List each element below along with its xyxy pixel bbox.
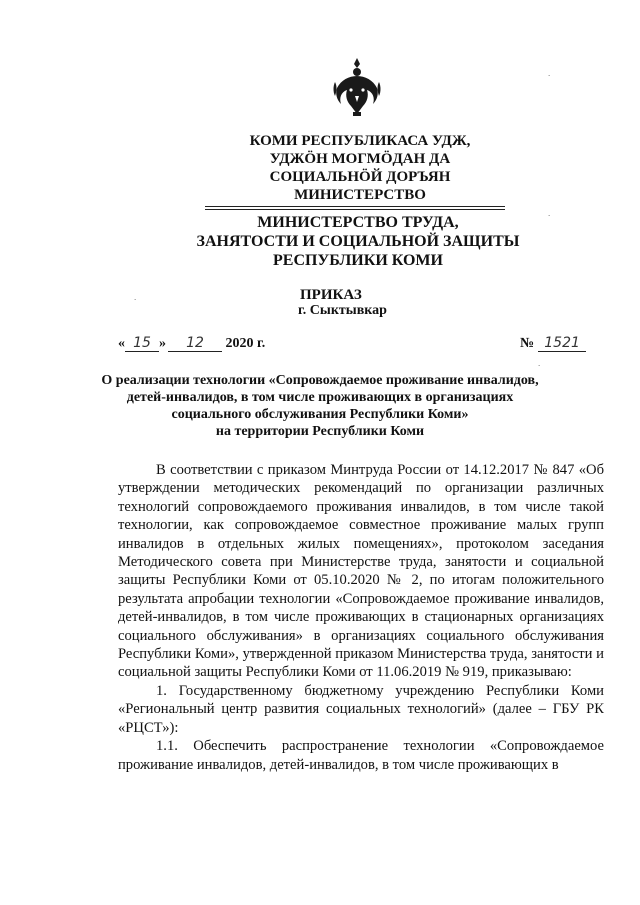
- komi-ministry-header: [190, 132, 530, 204]
- order-body: [118, 461, 604, 774]
- document-type: ПРИКАЗ: [300, 287, 362, 303]
- date-close-quote: »: [159, 336, 166, 351]
- number-label: №: [520, 336, 535, 351]
- order-subject: [100, 372, 540, 440]
- date-open-quote: «: [118, 336, 125, 351]
- body-paragraph-item-1: 1. Государственному бюджетному учреждению Республики Коми «Региональный центр развития социальных технологий» (далее – ГБУ РК «РЦСТ»):: [118, 682, 604, 736]
- header-divider-top: [205, 206, 505, 207]
- komi-header-line: МИНИСТЕРСТВО: [294, 187, 426, 203]
- scan-speck: ·: [548, 212, 551, 220]
- ministry-header-line: РЕСПУБЛИКИ КОМИ: [273, 252, 443, 269]
- komi-header-line: УДЖӦН МОГМӦДАН ДА: [269, 151, 451, 167]
- scan-speck: ·: [548, 72, 551, 80]
- header-divider-bottom: [205, 209, 505, 210]
- komi-header-line: КОМИ РЕСПУБЛИКАСА УДЖ,: [249, 133, 471, 149]
- order-number: [520, 335, 586, 352]
- date-year: 2020 г.: [225, 336, 266, 351]
- ministry-header-line: МИНИСТЕРСТВО ТРУДА,: [257, 214, 459, 231]
- date-day: 15: [125, 335, 159, 352]
- ministry-header-line: ЗАНЯТОСТИ И СОЦИАЛЬНОЙ ЗАЩИТЫ: [196, 233, 520, 250]
- document-city: г. Сыктывкар: [298, 303, 387, 318]
- subject-line: О реализации технологии «Сопровождаемое проживание инвалидов,: [101, 373, 539, 388]
- order-date: [118, 335, 265, 352]
- komi-coat-of-arms-icon: [331, 56, 383, 118]
- body-paragraph-item-1-1: 1.1. Обеспечить распространение технологии «Сопровождаемое проживание инвалидов, детей-инвалидов, в том числе проживающих в: [118, 738, 604, 773]
- body-paragraph-preamble: В соответствии с приказом Минтруда России от 14.12.2017 № 847 «Об утверждении методических рекомендаций по организации различных технологий сопровождаемого проживания инвалидов, в том числе такой технологии, как сопровождаемое совместное проживание малых групп инвалидов в отдельных жилых помещениях», протоколом заседания Методического совета при Министерстве труда, занятости и социальной защиты Республики Коми от 05.10.2020 № 2, по итогам положительного результата апробации технологии «Сопровождаемое проживание инвалидов, детей-инвалидов, в том числе проживающих в стационарных организациях социального обслуживания» в организациях социального обслуживания Республики Коми», утвержденной приказом Министерства труда, занятости и социальной защиты Республики Коми от 11.06.2019 № 919, приказываю:: [118, 462, 604, 681]
- number-value: 1521: [538, 335, 586, 352]
- komi-header-line: СОЦИАЛЬНӦЙ ДОРЪЯН: [269, 169, 451, 185]
- subject-line: социального обслуживания Республики Коми»: [171, 407, 469, 422]
- scan-speck: ·: [538, 362, 541, 370]
- scan-speck: ·: [134, 296, 137, 304]
- subject-line: детей-инвалидов, в том числе проживающих в организациях: [126, 390, 514, 405]
- date-month: 12: [168, 335, 222, 352]
- subject-line: на территории Республики Коми: [215, 424, 425, 439]
- russian-ministry-header: [178, 213, 538, 270]
